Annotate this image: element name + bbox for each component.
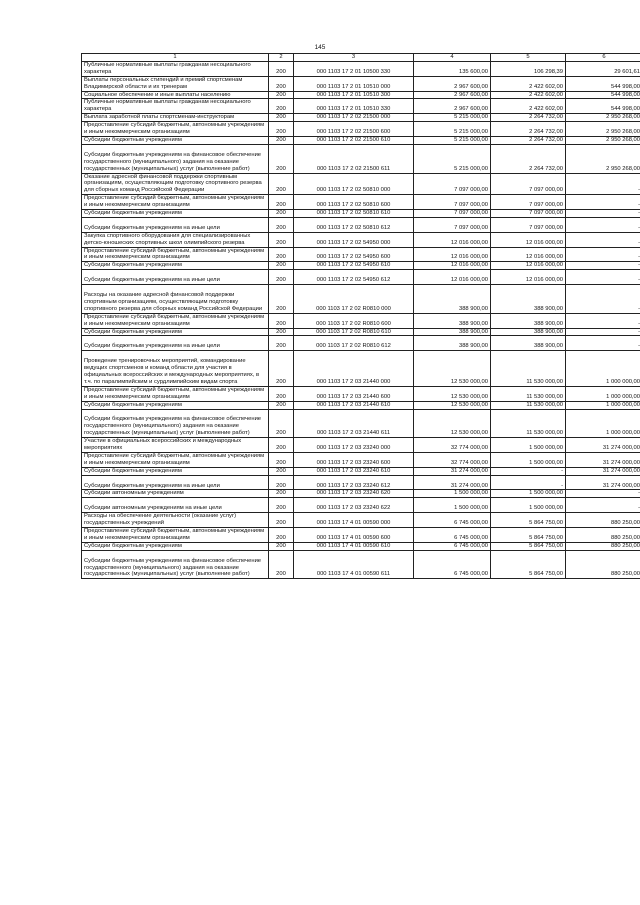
row-code: 200 [269, 210, 294, 218]
row-approved: 5 215 000,00 [414, 114, 491, 122]
row-approved: 6 745 000,00 [414, 513, 491, 528]
row-name: Субсидии бюджетным учреждениям на иные цели [82, 475, 269, 490]
row-unexecuted: 2 950 268,00 [566, 114, 640, 122]
row-approved: 12 016 000,00 [414, 262, 491, 270]
row-name: Предоставление субсидий бюджетным, автономным учреждениям и иным некоммерческим организациям [82, 122, 269, 137]
row-code: 200 [269, 467, 294, 475]
column-header: 4 [414, 54, 491, 62]
row-approved: 7 097 000,00 [414, 195, 491, 210]
row-kbk: 000 1103 17 2 01 10500 330 [294, 61, 414, 76]
row-unexecuted: - [566, 328, 640, 336]
row-unexecuted: 880 250,00 [566, 550, 640, 579]
row-executed: 106 298,39 [491, 61, 566, 76]
row-unexecuted: 2 950 268,00 [566, 136, 640, 144]
row-executed: 7 097 000,00 [491, 210, 566, 218]
row-unexecuted: - [566, 490, 640, 498]
row-executed: - [491, 467, 566, 475]
row-name: Субсидии бюджетным учреждениям на иные цели [82, 270, 269, 285]
row-name: Проведение тренировочных мероприятий, командирование ведущих спортсменов и команд области для участия в официальных всероссийских и международных мероприятиях, в т.ч. по паралимпийским и сурдлимпийским видам спорта [82, 351, 269, 387]
row-unexecuted: - [566, 270, 640, 285]
table-row [82, 528, 640, 543]
row-kbk: 000 1103 17 2 03 21440 600 [294, 386, 414, 401]
row-name: Социальное обеспечение и иные выплаты населению [82, 91, 269, 99]
row-approved: 5 215 000,00 [414, 136, 491, 144]
row-kbk: 000 1103 17 2 03 21440 000 [294, 351, 414, 387]
row-code: 200 [269, 285, 294, 314]
row-code: 200 [269, 91, 294, 99]
table-row [82, 122, 640, 137]
row-approved: 12 016 000,00 [414, 270, 491, 285]
row-approved: 12 016 000,00 [414, 247, 491, 262]
row-approved: 2 967 600,00 [414, 91, 491, 99]
row-code: 200 [269, 114, 294, 122]
table-row [82, 136, 640, 144]
row-name: Субсидии бюджетным учреждениям [82, 328, 269, 336]
row-unexecuted: 880 250,00 [566, 513, 640, 528]
row-code: 200 [269, 76, 294, 91]
row-unexecuted: 31 274 000,00 [566, 452, 640, 467]
row-kbk: 000 1103 17 2 03 23240 000 [294, 438, 414, 453]
row-code: 200 [269, 475, 294, 490]
table-row [82, 351, 640, 387]
row-approved: 32 774 000,00 [414, 452, 491, 467]
table-row [82, 401, 640, 409]
column-header: 6 [566, 54, 640, 62]
row-kbk: 000 1103 17 2 02 21500 610 [294, 136, 414, 144]
row-executed: 5 864 750,00 [491, 542, 566, 550]
row-unexecuted: 31 274 000,00 [566, 475, 640, 490]
table-row [82, 542, 640, 550]
row-unexecuted: - [566, 313, 640, 328]
table-row [82, 210, 640, 218]
row-approved: 7 097 000,00 [414, 217, 491, 232]
row-unexecuted: - [566, 336, 640, 351]
row-unexecuted: - [566, 262, 640, 270]
row-approved: 1 500 000,00 [414, 498, 491, 513]
row-kbk: 000 1103 17 2 03 21440 611 [294, 409, 414, 438]
row-approved: 32 774 000,00 [414, 438, 491, 453]
row-code: 200 [269, 195, 294, 210]
row-executed: 11 530 000,00 [491, 409, 566, 438]
row-executed: 1 500 000,00 [491, 498, 566, 513]
row-kbk: 000 1103 17 4 01 00590 610 [294, 542, 414, 550]
row-name: Субсидии бюджетным учреждениям на финансовое обеспечение государственного (муниципального) задания на оказание государственных (муниципальных) услуг (выполнение работ) [82, 144, 269, 173]
row-name: Субсидии бюджетным учреждениям [82, 467, 269, 475]
row-approved: 388 900,00 [414, 285, 491, 314]
row-unexecuted: 31 274 000,00 [566, 467, 640, 475]
row-name: Участие в официальных всероссийских и международных мероприятиях [82, 438, 269, 453]
row-unexecuted: 544 998,00 [566, 91, 640, 99]
row-unexecuted: 880 250,00 [566, 528, 640, 543]
row-name: Субсидии бюджетным учреждениям [82, 136, 269, 144]
row-approved: 12 530 000,00 [414, 351, 491, 387]
row-executed: 2 264 732,00 [491, 114, 566, 122]
row-unexecuted: 2 950 268,00 [566, 122, 640, 137]
table-row [82, 475, 640, 490]
row-code: 200 [269, 144, 294, 173]
row-unexecuted: - [566, 217, 640, 232]
row-approved: 388 900,00 [414, 313, 491, 328]
row-executed: 2 422 602,00 [491, 99, 566, 114]
table-row [82, 550, 640, 579]
row-kbk: 000 1103 17 2 01 10510 300 [294, 91, 414, 99]
row-unexecuted: 880 250,00 [566, 542, 640, 550]
column-header: 2 [269, 54, 294, 62]
row-kbk: 000 1103 17 2 03 23240 600 [294, 452, 414, 467]
row-code: 200 [269, 99, 294, 114]
row-name: Публичные нормативные выплаты гражданам несоциального характера [82, 99, 269, 114]
row-approved: 6 745 000,00 [414, 550, 491, 579]
row-executed: - [491, 475, 566, 490]
row-approved: 12 530 000,00 [414, 409, 491, 438]
table-row [82, 232, 640, 247]
row-code: 200 [269, 351, 294, 387]
row-executed: 5 864 750,00 [491, 513, 566, 528]
table-row [82, 313, 640, 328]
row-kbk: 000 1103 17 2 02 54950 000 [294, 232, 414, 247]
table-row [82, 513, 640, 528]
table-row [82, 247, 640, 262]
row-approved: 12 016 000,00 [414, 232, 491, 247]
row-kbk: 000 1103 17 2 02 21500 611 [294, 144, 414, 173]
row-code: 200 [269, 498, 294, 513]
row-name: Субсидии бюджетным учреждениям на финансовое обеспечение государственного (муниципального) задания на оказание государственных (муниципальных) услуг (выполнение работ) [82, 409, 269, 438]
row-name: Предоставление субсидий бюджетным, автономным учреждениям и иным некоммерческим организациям [82, 313, 269, 328]
row-executed: 388 900,00 [491, 285, 566, 314]
row-executed: 11 530 000,00 [491, 351, 566, 387]
row-unexecuted: 1 000 000,00 [566, 351, 640, 387]
table-row [82, 99, 640, 114]
table-row [82, 262, 640, 270]
table-row [82, 438, 640, 453]
row-name: Предоставление субсидий бюджетным, автономным учреждениям и иным некоммерческим организациям [82, 386, 269, 401]
table-row [82, 336, 640, 351]
table-row [82, 285, 640, 314]
row-executed: 5 864 750,00 [491, 528, 566, 543]
row-approved: 31 274 000,00 [414, 467, 491, 475]
row-name: Субсидии бюджетным учреждениям на иные цели [82, 217, 269, 232]
row-code: 200 [269, 542, 294, 550]
row-name: Выплаты персональных стипендий и премий спортсменам Владимирской области и их тренерам [82, 76, 269, 91]
row-code: 200 [269, 136, 294, 144]
row-code: 200 [269, 336, 294, 351]
row-code: 200 [269, 401, 294, 409]
column-header: 5 [491, 54, 566, 62]
table-row [82, 61, 640, 76]
row-unexecuted: 29 601,61 [566, 61, 640, 76]
row-approved: 2 967 600,00 [414, 76, 491, 91]
row-approved: 7 097 000,00 [414, 210, 491, 218]
column-header: 3 [294, 54, 414, 62]
row-name: Расходы на оказание адресной финансовой поддержки спортивным организациям, осуществляющим подготовку спортивного резерва для сборных команд Российской Федерации [82, 285, 269, 314]
row-kbk: 000 1103 17 2 02 R0810 610 [294, 328, 414, 336]
table-row [82, 498, 640, 513]
row-kbk: 000 1103 17 2 02 50810 600 [294, 195, 414, 210]
row-executed: 2 264 732,00 [491, 144, 566, 173]
row-name: Предоставление субсидий бюджетным, автономным учреждениям и иным некоммерческим организациям [82, 247, 269, 262]
row-name: Закупка спортивного оборудования для специализированных детско-юношеских спортивных школ олимпийского резерва [82, 232, 269, 247]
row-executed: 388 900,00 [491, 313, 566, 328]
row-code: 200 [269, 528, 294, 543]
row-name: Субсидии бюджетным учреждениям [82, 542, 269, 550]
row-name: Публичные нормативные выплаты гражданам несоциального характера [82, 61, 269, 76]
row-approved: 12 530 000,00 [414, 386, 491, 401]
row-kbk: 000 1103 17 2 01 10510 330 [294, 99, 414, 114]
row-unexecuted: 1 000 000,00 [566, 401, 640, 409]
row-executed: 5 864 750,00 [491, 550, 566, 579]
row-unexecuted: 544 998,00 [566, 76, 640, 91]
row-executed: 7 097 000,00 [491, 173, 566, 195]
row-kbk: 000 1103 17 2 03 21440 610 [294, 401, 414, 409]
row-unexecuted: - [566, 285, 640, 314]
table-row [82, 195, 640, 210]
row-kbk: 000 1103 17 2 02 50810 612 [294, 217, 414, 232]
table-row [82, 114, 640, 122]
row-kbk: 000 1103 17 2 03 23240 620 [294, 490, 414, 498]
row-code: 200 [269, 513, 294, 528]
row-executed: 388 900,00 [491, 328, 566, 336]
row-executed: 7 097 000,00 [491, 195, 566, 210]
row-unexecuted: 31 274 000,00 [566, 438, 640, 453]
table-row [82, 490, 640, 498]
row-kbk: 000 1103 17 2 02 R0810 612 [294, 336, 414, 351]
row-approved: 388 900,00 [414, 328, 491, 336]
row-kbk: 000 1103 17 2 02 R0810 600 [294, 313, 414, 328]
row-kbk: 000 1103 17 2 02 54950 600 [294, 247, 414, 262]
row-unexecuted: 1 000 000,00 [566, 409, 640, 438]
table-row [82, 144, 640, 173]
row-code: 200 [269, 452, 294, 467]
row-executed: 12 016 000,00 [491, 232, 566, 247]
row-executed: 12 016 000,00 [491, 270, 566, 285]
table-row [82, 270, 640, 285]
row-code: 200 [269, 313, 294, 328]
row-name: Предоставление субсидий бюджетным, автономным учреждениям и иным некоммерческим организациям [82, 452, 269, 467]
row-code: 200 [269, 262, 294, 270]
row-approved: 12 530 000,00 [414, 401, 491, 409]
table-row [82, 409, 640, 438]
row-executed: 11 530 000,00 [491, 386, 566, 401]
row-code: 200 [269, 438, 294, 453]
row-kbk: 000 1103 17 2 03 23240 612 [294, 475, 414, 490]
row-kbk: 000 1103 17 2 02 50810 610 [294, 210, 414, 218]
row-approved: 2 967 600,00 [414, 99, 491, 114]
row-executed: 1 500 000,00 [491, 438, 566, 453]
row-kbk: 000 1103 17 2 02 21500 000 [294, 114, 414, 122]
row-name: Предоставление субсидий бюджетным, автономным учреждениям и иным некоммерческим организациям [82, 528, 269, 543]
row-unexecuted: - [566, 498, 640, 513]
row-code: 200 [269, 173, 294, 195]
budget-table [81, 53, 640, 579]
row-unexecuted: - [566, 173, 640, 195]
column-header: 1 [82, 54, 269, 62]
row-code: 200 [269, 61, 294, 76]
row-approved: 7 097 000,00 [414, 173, 491, 195]
row-executed: 2 264 732,00 [491, 122, 566, 137]
row-code: 200 [269, 386, 294, 401]
row-executed: 2 422 602,00 [491, 76, 566, 91]
row-kbk: 000 1103 17 4 01 00590 611 [294, 550, 414, 579]
table-row [82, 91, 640, 99]
table-row [82, 452, 640, 467]
row-kbk: 000 1103 17 2 03 23240 622 [294, 498, 414, 513]
row-code: 200 [269, 490, 294, 498]
row-kbk: 000 1103 17 2 02 54950 612 [294, 270, 414, 285]
row-code: 200 [269, 122, 294, 137]
row-name: Субсидии бюджетным учреждениям [82, 401, 269, 409]
row-name: Субсидии автономным учреждениям на иные цели [82, 498, 269, 513]
row-unexecuted: - [566, 210, 640, 218]
row-executed: 1 500 000,00 [491, 490, 566, 498]
row-executed: 388 900,00 [491, 336, 566, 351]
row-name: Субсидии автономным учреждениям [82, 490, 269, 498]
row-executed: 12 016 000,00 [491, 262, 566, 270]
row-code: 200 [269, 270, 294, 285]
row-kbk: 000 1103 17 2 02 21500 600 [294, 122, 414, 137]
row-name: Субсидии бюджетным учреждениям [82, 262, 269, 270]
row-approved: 135 600,00 [414, 61, 491, 76]
row-code: 200 [269, 217, 294, 232]
row-code: 200 [269, 247, 294, 262]
table-row [82, 76, 640, 91]
row-name: Выплата заработной платы спортсменам-инструкторам [82, 114, 269, 122]
row-name: Оказание адресной финансовой поддержки спортивным организациям, осуществляющим подготовку спортивного резерва для сборных команд Российской Федерации [82, 173, 269, 195]
row-kbk: 000 1103 17 2 02 54950 610 [294, 262, 414, 270]
row-name: Предоставление субсидий бюджетным, автономным учреждениям и иным некоммерческим организациям [82, 195, 269, 210]
row-name: Расходы на обеспечение деятельности (оказание услуг) государственных учреждений [82, 513, 269, 528]
row-kbk: 000 1103 17 4 01 00590 600 [294, 528, 414, 543]
row-code: 200 [269, 550, 294, 579]
row-unexecuted: 1 000 000,00 [566, 386, 640, 401]
row-approved: 6 745 000,00 [414, 528, 491, 543]
row-unexecuted: - [566, 232, 640, 247]
row-approved: 1 500 000,00 [414, 490, 491, 498]
row-executed: 1 500 000,00 [491, 452, 566, 467]
row-kbk: 000 1103 17 2 02 R0810 000 [294, 285, 414, 314]
row-approved: 388 900,00 [414, 336, 491, 351]
row-approved: 5 215 000,00 [414, 122, 491, 137]
table-header-row [82, 54, 640, 62]
row-executed: 12 016 000,00 [491, 247, 566, 262]
row-kbk: 000 1103 17 2 02 50810 000 [294, 173, 414, 195]
row-kbk: 000 1103 17 2 03 23240 610 [294, 467, 414, 475]
row-code: 200 [269, 232, 294, 247]
table-row [82, 217, 640, 232]
row-name: Субсидии бюджетным учреждениям [82, 210, 269, 218]
row-unexecuted: - [566, 195, 640, 210]
table-row [82, 173, 640, 195]
row-code: 200 [269, 409, 294, 438]
row-kbk: 000 1103 17 2 01 10510 000 [294, 76, 414, 91]
row-executed: 11 530 000,00 [491, 401, 566, 409]
row-unexecuted: 544 998,00 [566, 99, 640, 114]
row-executed: 7 097 000,00 [491, 217, 566, 232]
row-unexecuted: 2 950 268,00 [566, 144, 640, 173]
row-name: Субсидии бюджетным учреждениям на финансовое обеспечение государственного (муниципального) задания на оказание государственных (муниципальных) услуг (выполнение работ) [82, 550, 269, 579]
row-unexecuted: - [566, 247, 640, 262]
row-approved: 31 274 000,00 [414, 475, 491, 490]
table-row [82, 467, 640, 475]
row-kbk: 000 1103 17 4 01 00590 000 [294, 513, 414, 528]
row-executed: 2 422 602,00 [491, 91, 566, 99]
row-executed: 2 264 732,00 [491, 136, 566, 144]
row-code: 200 [269, 328, 294, 336]
page-number: 145 [314, 44, 326, 51]
table-row [82, 386, 640, 401]
row-approved: 5 215 000,00 [414, 144, 491, 173]
row-name: Субсидии бюджетным учреждениям на иные цели [82, 336, 269, 351]
table-row [82, 328, 640, 336]
row-approved: 6 745 000,00 [414, 542, 491, 550]
